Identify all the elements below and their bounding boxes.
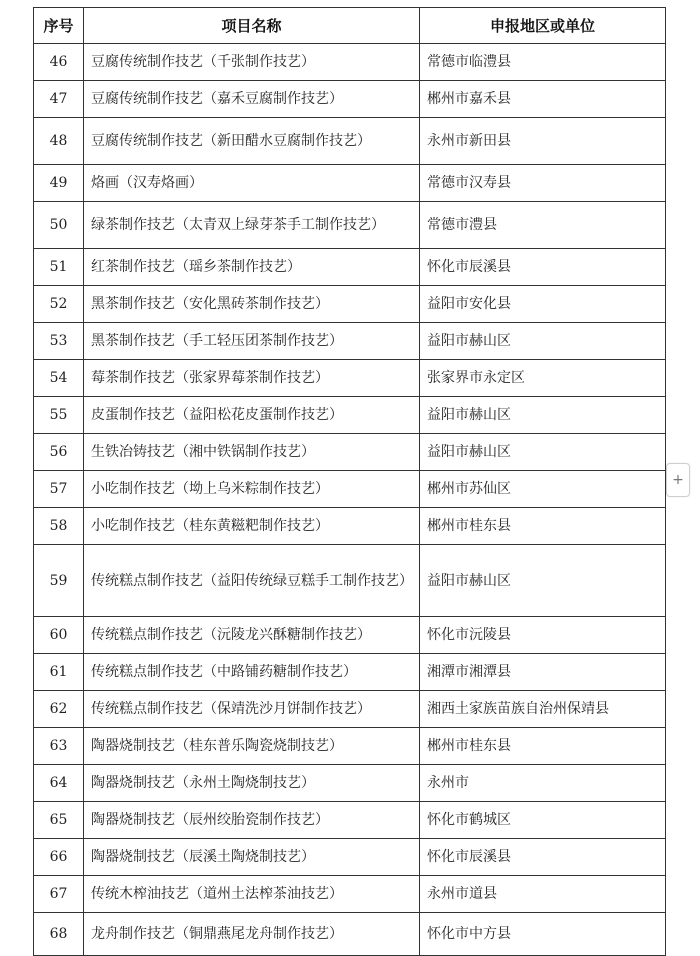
row-number: 57 [34, 471, 84, 508]
table-header-row [34, 8, 666, 44]
row-region: 湘潭市湘潭县 [420, 654, 666, 691]
row-region: 永州市道县 [420, 876, 666, 913]
table-row [34, 44, 666, 81]
row-region: 益阳市赫山区 [420, 545, 666, 617]
row-number: 61 [34, 654, 84, 691]
row-region: 常德市汉寿县 [420, 165, 666, 202]
row-number: 68 [34, 913, 84, 956]
row-project-name: 烙画（汉寿烙画） [84, 165, 420, 202]
row-region: 郴州市苏仙区 [420, 471, 666, 508]
row-number: 63 [34, 728, 84, 765]
header-region: 申报地区或单位 [420, 8, 666, 44]
row-region: 益阳市安化县 [420, 286, 666, 323]
row-project-name: 黑茶制作技艺（手工轻压团茶制作技艺） [84, 323, 420, 360]
row-region: 郴州市桂东县 [420, 728, 666, 765]
plus-icon[interactable] [666, 463, 690, 497]
table-row [34, 876, 666, 913]
row-project-name: 豆腐传统制作技艺（嘉禾豆腐制作技艺） [84, 81, 420, 118]
row-project-name: 传统糕点制作技艺（中路铺药糖制作技艺） [84, 654, 420, 691]
table-row [34, 508, 666, 545]
row-number: 47 [34, 81, 84, 118]
row-region: 郴州市桂东县 [420, 508, 666, 545]
table-row [34, 434, 666, 471]
row-project-name: 绿茶制作技艺（太青双上绿芽茶手工制作技艺） [84, 202, 420, 249]
row-number: 66 [34, 839, 84, 876]
table-row [34, 691, 666, 728]
side-button-label: + [672, 472, 684, 488]
table-row [34, 802, 666, 839]
table-row [34, 118, 666, 165]
row-project-name: 豆腐传统制作技艺（新田醋水豆腐制作技艺） [84, 118, 420, 165]
table-row [34, 202, 666, 249]
header-project-name: 项目名称 [84, 8, 420, 44]
row-number: 62 [34, 691, 84, 728]
table-row [34, 545, 666, 617]
row-number: 50 [34, 202, 84, 249]
row-number: 53 [34, 323, 84, 360]
row-region: 益阳市赫山区 [420, 323, 666, 360]
row-project-name: 皮蛋制作技艺（益阳松花皮蛋制作技艺） [84, 397, 420, 434]
row-region: 怀化市辰溪县 [420, 839, 666, 876]
row-number: 58 [34, 508, 84, 545]
table-row [34, 913, 666, 956]
row-project-name: 莓茶制作技艺（张家界莓茶制作技艺） [84, 360, 420, 397]
table-row [34, 165, 666, 202]
row-project-name: 黑茶制作技艺（安化黑砖茶制作技艺） [84, 286, 420, 323]
table-row [34, 728, 666, 765]
row-region: 常德市临澧县 [420, 44, 666, 81]
table-row [34, 397, 666, 434]
row-region: 益阳市赫山区 [420, 434, 666, 471]
heritage-table [33, 7, 666, 956]
row-project-name: 传统木榨油技艺（道州土法榨茶油技艺） [84, 876, 420, 913]
row-number: 64 [34, 765, 84, 802]
row-region: 怀化市鹤城区 [420, 802, 666, 839]
row-project-name: 豆腐传统制作技艺（千张制作技艺） [84, 44, 420, 81]
row-number: 56 [34, 434, 84, 471]
row-region: 益阳市赫山区 [420, 397, 666, 434]
row-project-name: 陶器烧制技艺（永州土陶烧制技艺） [84, 765, 420, 802]
table-row [34, 249, 666, 286]
row-number: 48 [34, 118, 84, 165]
row-region: 怀化市辰溪县 [420, 249, 666, 286]
table-row [34, 81, 666, 118]
row-region: 永州市新田县 [420, 118, 666, 165]
row-number: 65 [34, 802, 84, 839]
table-row [34, 360, 666, 397]
table-row [34, 286, 666, 323]
table-row [34, 765, 666, 802]
row-number: 51 [34, 249, 84, 286]
row-region: 湘西土家族苗族自治州保靖县 [420, 691, 666, 728]
row-project-name: 传统糕点制作技艺（沅陵龙兴酥糖制作技艺） [84, 617, 420, 654]
row-project-name: 传统糕点制作技艺（保靖洗沙月饼制作技艺） [84, 691, 420, 728]
row-number: 46 [34, 44, 84, 81]
row-project-name: 小吃制作技艺（桂东黄糍粑制作技艺） [84, 508, 420, 545]
row-project-name: 小吃制作技艺（坳上乌米粽制作技艺） [84, 471, 420, 508]
row-project-name: 陶器烧制技艺（桂东普乐陶瓷烧制技艺） [84, 728, 420, 765]
row-region: 怀化市沅陵县 [420, 617, 666, 654]
row-number: 55 [34, 397, 84, 434]
row-region: 常德市澧县 [420, 202, 666, 249]
row-number: 49 [34, 165, 84, 202]
row-number: 54 [34, 360, 84, 397]
row-number: 59 [34, 545, 84, 617]
row-project-name: 生铁冶铸技艺（湘中铁锅制作技艺） [84, 434, 420, 471]
row-region: 怀化市中方县 [420, 913, 666, 956]
table-row [34, 839, 666, 876]
row-region: 张家界市永定区 [420, 360, 666, 397]
row-project-name: 传统糕点制作技艺（益阳传统绿豆糕手工制作技艺） [84, 545, 420, 617]
row-number: 52 [34, 286, 84, 323]
row-region: 永州市 [420, 765, 666, 802]
row-project-name: 红茶制作技艺（瑶乡茶制作技艺） [84, 249, 420, 286]
table-row [34, 617, 666, 654]
table-row [34, 654, 666, 691]
row-project-name: 龙舟制作技艺（铜鼎燕尾龙舟制作技艺） [84, 913, 420, 956]
row-project-name: 陶器烧制技艺（辰州绞胎瓷制作技艺） [84, 802, 420, 839]
table-row [34, 323, 666, 360]
table-row [34, 471, 666, 508]
row-region: 郴州市嘉禾县 [420, 81, 666, 118]
row-number: 67 [34, 876, 84, 913]
row-number: 60 [34, 617, 84, 654]
header-number: 序号 [34, 8, 84, 44]
row-project-name: 陶器烧制技艺（辰溪土陶烧制技艺） [84, 839, 420, 876]
